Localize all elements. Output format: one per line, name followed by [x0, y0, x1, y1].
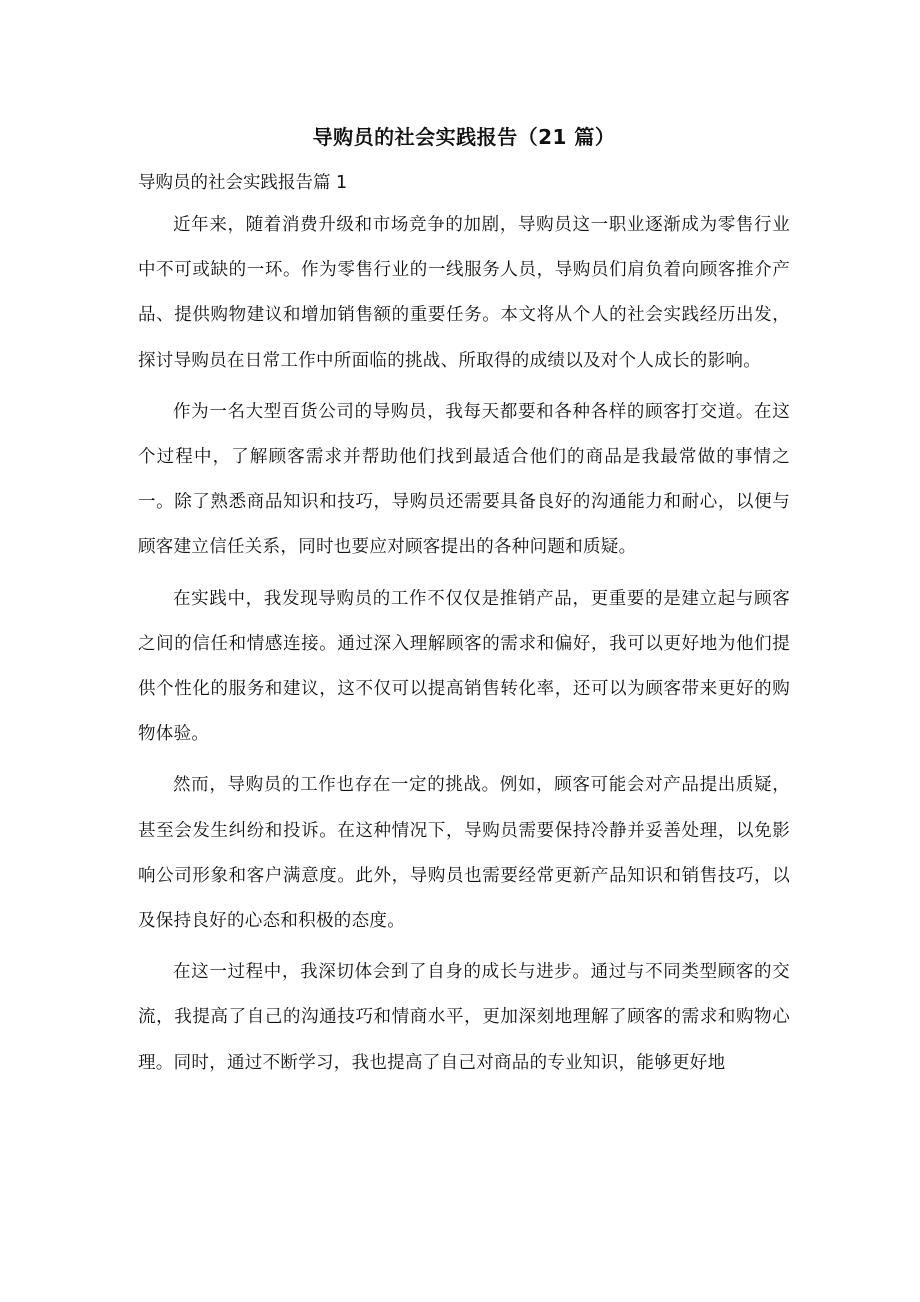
paragraph-4: 然而，导购员的工作也存在一定的挑战。例如，顾客可能会对产品提出质疑，甚至会发生纠纷和投诉。在这种情况下，导购员需要保持冷静并妥善处理，以免影响公司形象和客户满意度。此外，导购员也需要经常更新产品知识和销售技巧，以及保持良好的心态和积极的态度。 [138, 775, 790, 932]
paragraph-5: 在这一过程中，我深切体会到了自身的成长与进步。通过与不同类型顾客的交流，我提高了自己的沟通技巧和情商水平，更加深刻地理解了顾客的需求和购物心理。同时，通过不断学习，我也提高了自己对商品的专业知识，能够更好地 [138, 962, 790, 1073]
paragraph-3: 在实践中，我发现导购员的工作不仅仅是推销产品，更重要的是建立起与顾客之间的信任和情感连接。通过深入理解顾客的需求和偏好，我可以更好地为他们提供个性化的服务和建议，这不仅可以提高销售转化率，还可以为顾客带来更好的购物体验。 [138, 588, 790, 745]
paragraph-1: 近年来，随着消费升级和市场竞争的加剧，导购员这一职业逐渐成为零售行业中不可或缺的一环。作为零售行业的一线服务人员，导购员们肩负着向顾客推介产品、提供购物建议和增加销售额的重要任务。本文将从个人的社会实践经历出发，探讨导购员在日常工作中所面临的挑战、所取得的成绩以及对个人成长的影响。 [138, 215, 790, 371]
paragraph-2: 作为一名大型百货公司的导购员，我每天都要和各种各样的顾客打交道。在这个过程中，了解顾客需求并帮助他们找到最适合他们的商品是我最常做的事情之一。除了熟悉商品知识和技巧，导购员还需要具备良好的沟通能力和耐心，以便与顾客建立信任关系，同时也要应对顾客提出的各种问题和质疑。 [138, 401, 790, 558]
document-title: 导购员的社会实践报告（21 篇） [312, 125, 616, 149]
section-heading: 导购员的社会实践报告篇 1 [138, 173, 348, 193]
